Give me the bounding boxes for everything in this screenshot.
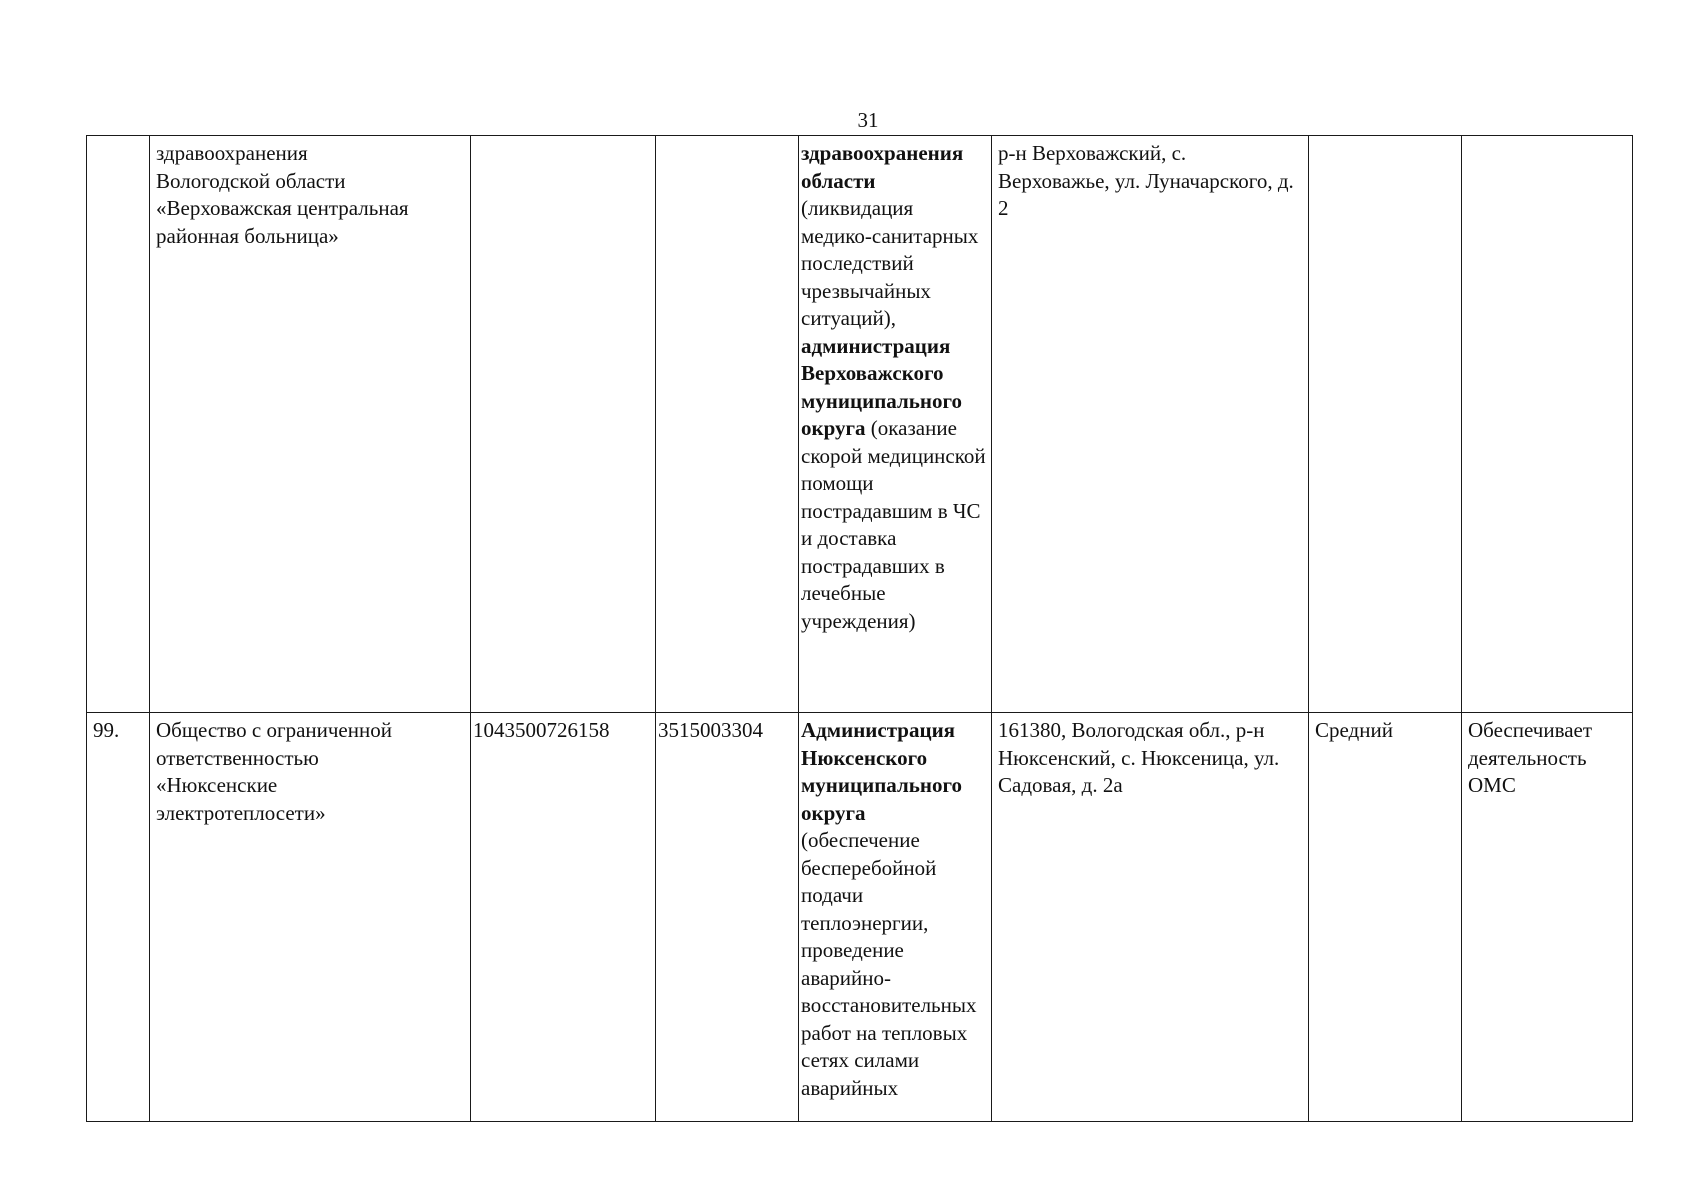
inn-cell: 3515003304 [656,713,799,1122]
ogrn-cell [471,136,656,713]
ogrn-cell: 1043500726158 [471,713,656,1122]
founder-function: (ликвидация медико-санитарных последствий чрезвычайных ситуаций), [801,196,979,330]
founder-function: (оказание скорой медицинской помощи пострадавшим в ЧС и доставка пострадавших в лечебные учреждения) [801,416,986,633]
organization-name-line: ответственностью [156,745,319,770]
founder-authority: здравоохранения области [801,141,964,193]
table-row [87,136,1633,713]
organization-name-cell [150,136,471,713]
risk-category-cell: Средний [1309,713,1462,1122]
organization-name-line: «Верховажская центральная [156,196,409,220]
founder-cell [799,713,992,1122]
founder-authority: Администрация Нюксенского муниципального округа [801,718,962,825]
founder-function: (обеспечение бесперебойной подачи теплоэнергии, проведение аварийно-восстановительных работ на тепловых сетях силами аварийных [801,828,977,1100]
founder-authority: администрация Верховажского муниципального округа [801,333,962,440]
organizations-table [86,135,1633,1122]
address-cell: 161380, Вологодская обл., р-н Нюксенский, с. Нюксеница, ул. Садовая, д. 2а [992,713,1309,1122]
activity-cell [1462,136,1633,713]
organization-name-line: электротеплосети» [156,800,326,825]
page-number: 31 [857,108,879,132]
organization-name-line: Вологодской области [156,168,346,193]
row-number-cell [87,136,150,713]
organization-name-line: Общество с ограниченной [156,718,392,742]
inn-cell [656,136,799,713]
organization-name-line: здравоохранения [156,141,308,165]
address-cell: р-н Верховажский, с. Верховажье, ул. Луначарского, д. 2 [992,136,1309,713]
row-number-cell: 99. [87,713,150,1122]
table-row [87,713,1633,1122]
organization-name-cell [150,713,471,1122]
founder-cell [799,136,992,713]
organization-name-line: районная больница» [156,223,339,248]
activity-cell: Обеспечивает деятельность ОМС [1462,713,1633,1122]
organization-name-line: «Нюксенские [156,773,278,797]
risk-category-cell [1309,136,1462,713]
